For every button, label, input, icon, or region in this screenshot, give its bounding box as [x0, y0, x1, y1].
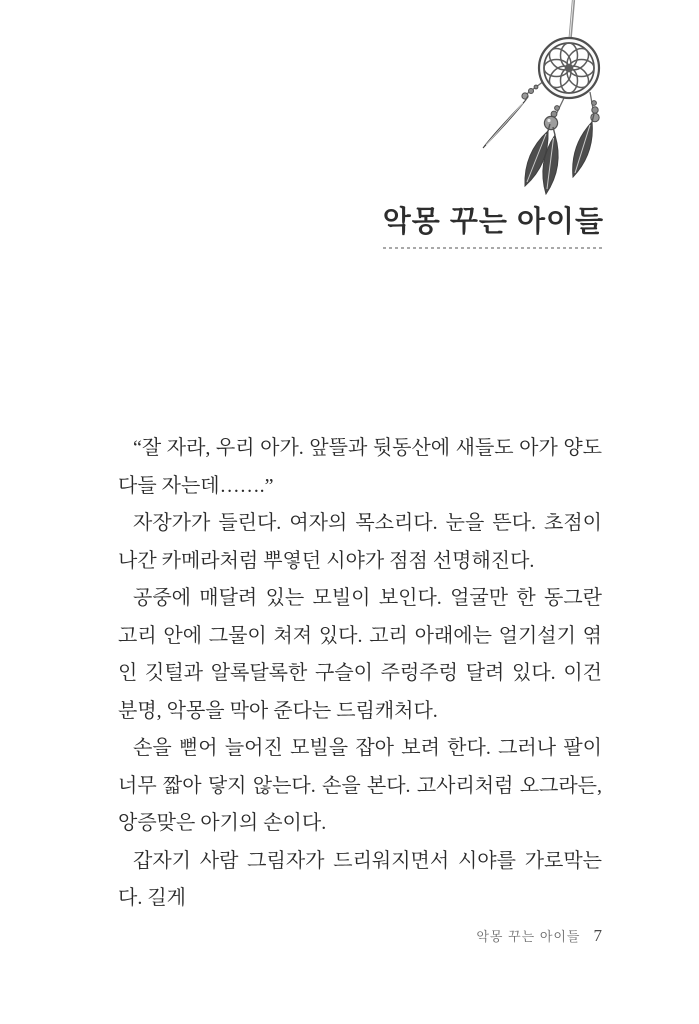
page-footer	[476, 926, 602, 946]
paragraph: 손을 뻗어 늘어진 모빌을 잡아 보려 한다. 그러나 팔이 너무 짧아 닿지 않는다. 손을 본다. 고사리처럼 오그라든, 앙증맞은 아기의 손이다.	[118, 737, 602, 834]
chapter-title: 악몽 꾸는 아이들	[382, 206, 604, 238]
title-dashed-underline	[383, 247, 604, 249]
paragraph: 갑자기 사람 그림자가 드리워지면서 시야를 가로막는다. 길게	[118, 849, 602, 909]
chapter-title-block	[383, 205, 604, 249]
paragraph: 공중에 매달려 있는 모빌이 보인다. 얼굴만 한 동그란 고리 안에 그물이 쳐져 있다. 고리 아래에는 얼기설기 엮인 깃털과 알록달록한 구슬이 주렁주렁 달려 있다. 이건 분명, 악몽을 막아 준다는 드림캐처다.	[118, 587, 602, 722]
body-text	[118, 430, 602, 918]
dreamcatcher-icon	[455, 0, 650, 205]
paragraph: “잘 자라, 우리 아가. 앞뜰과 뒷동산에 새들도 아가 양도 다들 자는데…….”	[118, 437, 602, 497]
footer-page-number: 7	[593, 926, 602, 945]
paragraph: 자장가가 들린다. 여자의 목소리다. 눈을 뜬다. 초점이 나간 카메라처럼 뿌옇던 시야가 점점 선명해진다.	[118, 512, 602, 572]
footer-chapter-label: 악몽 꾸는 아이들	[476, 929, 581, 944]
dreamcatcher-illustration	[455, 0, 650, 205]
